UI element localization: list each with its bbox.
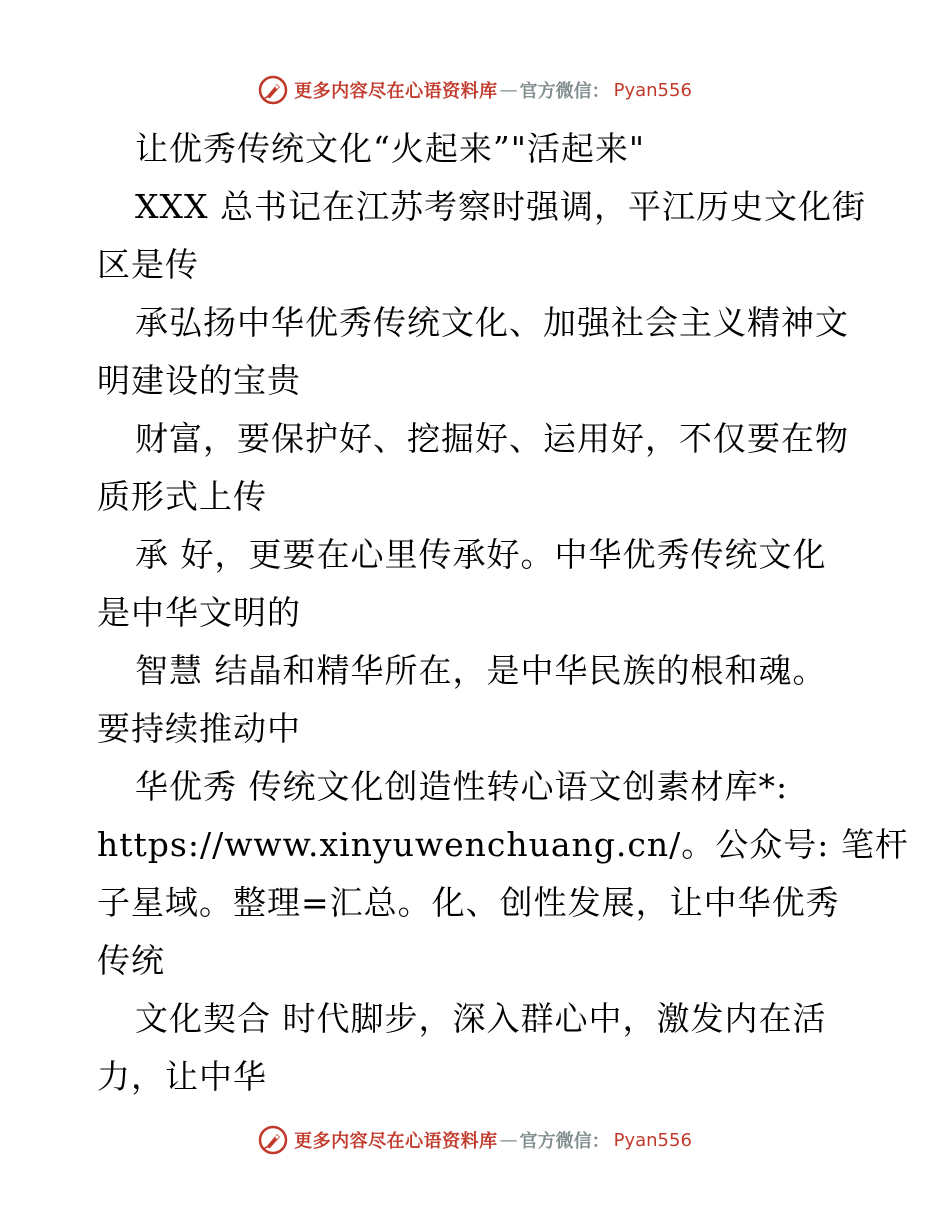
banner-wechat-label: 官方微信： — [519, 81, 610, 102]
banner-dash: — — [499, 1129, 518, 1151]
text-line: 质形式上传 — [97, 477, 267, 516]
banner-wechat-label: 官方微信： — [519, 1131, 610, 1152]
text-line: 明建设的宝贵 — [97, 361, 301, 400]
banner-wechat-id: Pyan556 — [613, 79, 692, 101]
text-line: 财富，要保护好、挖掘好、运用好，不仅要在物 — [135, 419, 849, 458]
text-line: 传统 — [97, 941, 165, 980]
text-line: 是中华文明的 — [97, 593, 301, 632]
pen-nib-logo-icon — [258, 1125, 288, 1155]
text-line: https://www.xinyuwenchuang.cn/。公众号: 笔杆 — [97, 825, 909, 864]
banner-wechat-id: Pyan556 — [613, 1129, 692, 1151]
text-line: 让优秀传统文化“火起来”"活起来" — [135, 129, 646, 168]
text-line: 承 好，更要在心里传承好。中华优秀传统文化 — [135, 535, 827, 574]
text-line: XXX 总书记在江苏考察时强调，平江历史文化街 — [135, 187, 866, 226]
pen-nib-logo-icon — [258, 75, 288, 105]
text-line: 区是传 — [97, 245, 199, 284]
banner-dash: — — [499, 79, 518, 101]
text-line: 承弘扬中华优秀传统文化、加强社会主义精神文 — [135, 303, 849, 342]
text-line: 要持续推动中 — [97, 709, 301, 748]
document-body — [97, 120, 909, 1106]
text-line: 子星域。整理=汇总。化、创性发展，让中华优秀 — [97, 883, 840, 922]
text-line: 力，让中华 — [97, 1057, 267, 1096]
text-line: 华优秀 传统文化创造性转心语文创素材库*: — [135, 767, 789, 806]
header-banner — [0, 72, 950, 108]
text-line: 智慧 结晶和精华所在，是中华民族的根和魂。 — [135, 651, 827, 690]
footer-banner — [0, 1122, 950, 1158]
banner-title: 更多内容尽在心语资料库 — [294, 1131, 498, 1152]
banner-title: 更多内容尽在心语资料库 — [294, 81, 498, 102]
text-line: 文化契合 时代脚步，深入群心中，激发内在活 — [135, 999, 827, 1038]
